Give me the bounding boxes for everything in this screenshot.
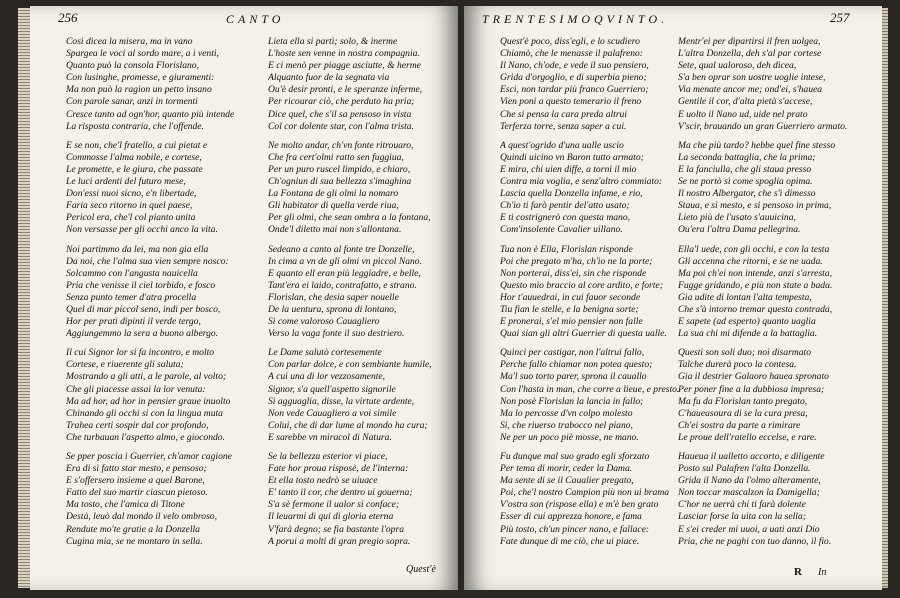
- verse-line: Che gli piacesse assai la lor venuta:: [66, 383, 206, 395]
- verse-line: Florislan, che desia saper nouelle: [268, 291, 399, 303]
- verse-line: E la fanciulla, che gli staua presso: [678, 163, 812, 175]
- verse-line: Et ella tosto nedrò se uiuace: [268, 475, 378, 487]
- verse-line: Col cor dolente star, con l'alma trista.: [268, 120, 414, 132]
- verse-line: Non toccar mascalzon la Damigella;: [678, 487, 820, 499]
- verse-line: Esser di cui apprezza honore, e fama: [500, 511, 642, 523]
- verse-line: Tiu fian le stelle, e la benigna sorte;: [500, 303, 639, 315]
- signature-mark: R: [794, 566, 802, 578]
- verse-line: Perche fallo chiamar non potea questo;: [500, 359, 653, 371]
- right-page: [464, 6, 882, 590]
- verse-line: Quanto può la consola Florislano,: [66, 60, 199, 72]
- verse-line: Tant'era ei laido, contrafatto, e strano.: [268, 279, 417, 291]
- verse-line: Lasciar forse la uita con la sella;: [678, 511, 806, 523]
- verse-line: Mentr'ei per dipartirsi il fren uolgea,: [678, 36, 821, 47]
- verse-line: Pria, che ne paghi con tuo danno, il fio.: [678, 535, 832, 547]
- verse-line: Per poner fine a la dubbiosa impresa;: [678, 383, 825, 395]
- verse-line: Si, che riuerso trabocco nel piano,: [500, 419, 633, 431]
- verse-line: Gli accenna che ritorni, e se ne uada.: [678, 255, 823, 267]
- verse-line: E s'ei creder mi uuoi, a uati anzi Dio: [678, 523, 820, 535]
- verse-line: Com'insolente Cavalier uillano.: [500, 224, 623, 236]
- verse-line: C'hor ne uerrà chi ti farà dolente: [678, 499, 806, 511]
- verse-line: Questi son soli duo; noi disarmato: [678, 347, 811, 359]
- verse-line: E uolto il Nano ud, uide nel prato: [678, 108, 808, 120]
- verse-line: Le Dame salutò cortesemente: [268, 347, 382, 359]
- catchword: Quest'è: [406, 564, 436, 575]
- left-page: [30, 6, 458, 590]
- verse-line: Talche durerà poco la contesa.: [678, 359, 797, 371]
- verse-line: Cugina mia, se ne montaro in sella.: [66, 535, 203, 547]
- verse-line: Don'essi nuoi sicno, e'n libertade,: [66, 188, 197, 200]
- verse-line: Più tosto, ch'un pincer nano, e fallace:: [500, 523, 650, 535]
- verse-line: Ne molto andar, ch'vn fonte ritrouaro,: [268, 139, 414, 151]
- running-title: TRENTESIMOQVINTO.: [482, 12, 669, 26]
- verse-line: Via menate ancor me; ond'ei, s'hauea: [678, 84, 823, 96]
- verse-line: La Fontana de gli olmi la nomaro: [268, 188, 399, 200]
- stanza: [500, 347, 696, 444]
- verse-line: Il nostro Albergator, che s'ì dimesso: [678, 188, 816, 200]
- verse-line: Per ricourar ciò, che perduto ha pria;: [268, 96, 415, 108]
- verse-line: Terferza torre, senza saper a cui.: [500, 120, 627, 132]
- verse-line: E quanto ell eran più leggiadre, e belle,: [268, 267, 421, 279]
- verse-line: La seconda battaglia, che la prima;: [678, 151, 816, 163]
- verse-line: Che si pensa la cara preda altrui: [500, 108, 628, 120]
- verse-line: Ch'ei sostra da parte a rimirare: [678, 419, 801, 431]
- verse-line: Da noi, che l'alma sua vien sempre nosco:: [66, 255, 229, 267]
- stanza: [66, 347, 262, 444]
- verse-line: Con l'hasta in man, che corre a lieue, e presto.: [500, 383, 680, 395]
- verse-line: Poi, che'l nostro Campion più non ui brama: [500, 487, 670, 499]
- verse-line: E mira, chi uien diffe, a torni il mio: [500, 163, 637, 175]
- verse-line: Onde'l diletto mai non s'allontana.: [268, 224, 402, 236]
- verse-line: Sete, qual ualoroso, deh dicea,: [678, 60, 797, 72]
- verse-line: Per gli olmi, che sean ombra a la fontana,: [268, 212, 431, 224]
- stanza: [500, 451, 696, 548]
- verse-line: Gia il destrier Galaoro hauea spronato: [678, 371, 829, 383]
- verse-line: Non porterai, diss'ei, sin che risponde: [500, 267, 647, 279]
- verse-line: E sapete (ad esperto) quanto uaglia: [678, 316, 816, 328]
- verse-line: Grida d'orgoglio, e di superbia pieno;: [500, 72, 647, 84]
- verse-line: Fate dunque di me ciò, che ui piace.: [500, 535, 640, 547]
- stanza: [268, 347, 458, 444]
- verse-line: Ma ad hor, ad hor in pensier graue inuolto: [66, 395, 231, 407]
- verse-line: Cresce tanto ad ogn'hor, quanto più intende: [66, 108, 235, 120]
- verse-line: Che turbauan l'aspetto almo, e giocondo.: [66, 431, 226, 443]
- stanza: [268, 36, 458, 133]
- verse-line: Si come valoroso Cauagliero: [268, 316, 380, 328]
- verse-line: Ou'era l'altra Dama pellegrina.: [678, 224, 801, 236]
- verse-line: Le proue dell'ratello eccelse, e rare.: [678, 431, 817, 443]
- verse-line: E pronerai, s'el mio pensier non falle: [500, 316, 643, 328]
- verse-line: Ch'ogniun di sua bellezza s'imaghina: [268, 176, 412, 188]
- verse-line: Ella'l uede, con gli occhi, e con la testa: [678, 243, 830, 255]
- verse-line: Era di sì fatto star mesto, e pensoso;: [66, 463, 207, 475]
- verse-line: Solcammo con l'angusta nauicella: [66, 267, 198, 279]
- verse-line: Spargea le voci al sordo mare, a i venti,: [66, 48, 219, 60]
- verse-line: Lascia quella Donzella infame, e rio,: [500, 188, 643, 200]
- verse-line: Lieta ella si partì; solo, & inerme: [268, 36, 398, 47]
- verse-line: Quai sian gli altri Guerrier di questa ualle.: [500, 328, 667, 340]
- text-column: [268, 36, 458, 555]
- page-number: 257: [830, 10, 850, 25]
- verse-line: Quest'è poco, diss'egli, e lo scudiero: [500, 36, 640, 47]
- verse-line: Rendute mo'te gratie a la Donzella: [66, 523, 200, 535]
- verse-line: Commosse l'alma nobile, e cortese,: [66, 151, 202, 163]
- verse-line: Ma'l suo torto parer, sprona il cauallo: [500, 371, 647, 383]
- page-number: 256: [58, 10, 78, 25]
- verse-line: Faria seco ritorno in quel paese,: [66, 200, 193, 212]
- verse-line: V'farà degno; se fia bastante l'opra: [268, 523, 405, 535]
- verse-line: Cortese, e riuerente gli saluta;: [66, 359, 184, 371]
- verse-line: Con parlar dolce, e con sembiante humile,: [268, 359, 432, 371]
- verse-line: Ch'io ti farò pentir del'atto usato;: [500, 200, 630, 212]
- stanza: [66, 140, 262, 237]
- verse-line: Per tema di morir, ceder la Dama.: [500, 463, 633, 475]
- stanza: [268, 244, 458, 341]
- verse-line: Contra mia voglia, e senz'altro commiato:: [500, 176, 663, 188]
- verse-line: Ma che più tardo? hebbe quel fine stesso: [678, 139, 836, 151]
- verse-line: L'hoste sen venne in nostra compagnia.: [268, 48, 420, 60]
- verse-line: Ma fu da Florislan tanto pregato,: [678, 395, 808, 407]
- verse-line: Ma non può la ragion un petto insano: [66, 84, 212, 96]
- verse-line: La risposta contraria, che l'offende.: [66, 120, 204, 132]
- verse-line: Non versasse per gli occhi anco la vita.: [66, 224, 218, 236]
- verse-line: E ti costrignerò con questa mano,: [500, 212, 631, 224]
- verse-line: Ou'è desir pronti, e le speranze inferme,: [268, 84, 423, 96]
- verse-line: Aggiungemmo la sera a buono albergo.: [66, 328, 219, 340]
- verse-line: Pericol era, che'l col pianto unita: [66, 212, 196, 224]
- text-column: [500, 36, 696, 555]
- verse-line: Verso la vaga fonte il suo destriero.: [268, 328, 405, 340]
- verse-line: S'a sè fermone il ualor si conface;: [268, 499, 400, 511]
- verse-line: Non posè Florislan la lancia in fallo;: [500, 395, 644, 407]
- verse-line: Il leuarmi di qui di gloria eterna: [268, 511, 394, 523]
- stanza: [268, 451, 458, 548]
- stanza: [678, 36, 874, 133]
- verse-line: Ma sente di se il Caualier pregato,: [500, 475, 634, 487]
- verse-line: A quest'ogrido d'una ualle uscio: [500, 139, 624, 151]
- verse-line: Ne per un poco piè mosse, ne mano.: [500, 431, 639, 443]
- verse-line: Esci, non tardar più franco Guerriero;: [500, 84, 649, 96]
- page-edges-right: [882, 8, 888, 588]
- verse-line: Che s'à intorno tremar questa contrada,: [678, 303, 833, 315]
- verse-line: Il cui Signor lor si fa incontro, e molto: [66, 347, 215, 359]
- text-column: [66, 36, 262, 555]
- verse-line: L'altra Donzella, deh s'al par cortese: [678, 48, 822, 60]
- verse-line: Alquanto fuor de la segnata via: [268, 72, 390, 84]
- verse-line: Dice quel, che s'il sa pensoso in vista: [268, 108, 412, 120]
- verse-line: Chiamò, che le menasse il palafreno:: [500, 48, 643, 60]
- verse-line: Gentile il cor, d'alta pietà s'accese,: [678, 96, 813, 108]
- verse-line: La sua chi mi difende a la battaglia.: [678, 328, 818, 340]
- verse-line: Pria che venisse il ciel torbido, e fosco: [66, 279, 216, 291]
- running-title: CANTO: [226, 12, 285, 26]
- verse-line: In cima a vn de gli olmi vn piccol Nano.: [268, 255, 423, 267]
- verse-line: Signor, s'a quell'aspetto signorile: [268, 383, 396, 395]
- stanza: [268, 140, 458, 237]
- verse-line: Sedeano a canto al fonte tre Donzelle,: [268, 243, 415, 255]
- stanza: [678, 244, 874, 341]
- verse-line: Il Nano, ch'ode, e vede il suo pensiero,: [500, 60, 649, 72]
- verse-line: Staua, e si mesto, e si pensoso in prima,: [678, 200, 832, 212]
- verse-line: V'ostra son (rispose ella) e m'è ben grato: [500, 499, 659, 511]
- verse-line: Le luci ardenti del futuro mese,: [66, 176, 186, 188]
- verse-line: Fate hor proua risposè, de l'interna:: [268, 463, 409, 475]
- verse-line: E ci menò per piagge asciutte, & herme: [268, 60, 421, 72]
- verse-line: Ma lo percosse d'vn colpo molesto: [500, 407, 633, 419]
- verse-line: Grida il Nano da l'olmo alteramente,: [678, 475, 821, 487]
- open-book: [18, 2, 888, 594]
- catchword: In: [818, 567, 827, 578]
- verse-line: Fatto del suo martir ciascun pietoso.: [66, 487, 208, 499]
- stanza: [500, 140, 696, 237]
- verse-line: Poi che pregato m'ha, ch'io ne la porte;: [500, 255, 653, 267]
- verse-line: Si agguaglia, disse, la virtute ardente,: [268, 395, 415, 407]
- verse-line: Se pper poscia i Guerrier, ch'amor cagione: [66, 451, 232, 462]
- verse-line: Fu dunque mal suo grado egli sforzato: [500, 451, 650, 462]
- stanza: [66, 451, 262, 548]
- verse-line: Hor per prati dipinti il verde tergo,: [66, 316, 201, 328]
- verse-line: Fugge gridando, e più non state a bada.: [678, 279, 833, 291]
- verse-line: Noi partimmo da lei, ma non gia ella: [66, 243, 209, 255]
- verse-line: Senza punto temer d'atra procella: [66, 291, 197, 303]
- page-edges-left: [18, 8, 30, 588]
- verse-line: Se ne portò sì come spoglia opima.: [678, 176, 813, 188]
- verse-line: Per un puro ruscel limpido, e chiaro,: [268, 163, 411, 175]
- verse-line: Chinando gli occhi si con la lingua muta: [66, 407, 223, 419]
- stanza: [500, 36, 696, 133]
- verse-line: Non vede Cauagliero a voi simile: [268, 407, 397, 419]
- stanza: [500, 244, 696, 341]
- verse-line: Tua non è Ella, Florislan risponde: [500, 243, 633, 255]
- verse-line: E sarebbe vn miracol di Natura.: [268, 431, 392, 443]
- verse-line: Destà, leuò dal mondo il velo ombroso,: [66, 511, 217, 523]
- verse-line: Se la bellezza esterior vi piace,: [268, 451, 388, 462]
- verse-line: Gia udite di lontan l'alta tempesta,: [678, 291, 812, 303]
- verse-line: Mostrando a gli atti, a le parole, al volto;: [66, 371, 227, 383]
- verse-line: Così dicea la misera, ma in vano: [66, 36, 193, 47]
- verse-line: Che fra cert'olmi ratto sen fuggiua,: [268, 151, 404, 163]
- verse-line: Con lusinghe, promesse, e giuramenti:: [66, 72, 215, 84]
- verse-line: Questo mio braccio al core ardito, e forte;: [500, 279, 663, 291]
- verse-line: De la uentura, sprona di lontano,: [268, 303, 397, 315]
- verse-line: Gli habitator di quella verde riua,: [268, 200, 399, 212]
- verse-line: Quinci per castigar, non l'altrui fallo,: [500, 347, 645, 359]
- verse-line: Lieto più de l'usato s'auuicina,: [678, 212, 796, 224]
- verse-line: V'scir, brauando un gran Guerriero armato.: [678, 120, 848, 132]
- verse-line: E s'offersero insieme a quel Barone,: [66, 475, 205, 487]
- verse-line: S'a ben oprar son uostre uoglie intese,: [678, 72, 826, 84]
- verse-line: Trahea certi sospir dal cor profondo,: [66, 419, 209, 431]
- verse-line: A cui una di lor vezzosamente,: [268, 371, 386, 383]
- verse-line: Colui, che di dar lume al mondo ha cura;: [268, 419, 428, 431]
- verse-line: E' tanto il cor, che dentro ui gouerna;: [268, 487, 413, 499]
- verse-line: Quindi uicino vn Baron tutto armato;: [500, 151, 644, 163]
- verse-line: Posto sul Palafren l'alta Donzella.: [678, 463, 811, 475]
- verse-line: Haueua il ualletto accorto, e diligente: [678, 451, 825, 462]
- verse-line: Ma tosto, che l'amica di Titone: [66, 499, 185, 511]
- verse-line: Con parole sanar, anzi in tormenti: [66, 96, 198, 108]
- verse-line: Hor t'auuedrai, in cui fauor seconde: [500, 291, 641, 303]
- verse-line: Ma poi ch'ei non intende, anzi s'arresta,: [678, 267, 833, 279]
- verse-line: A porui a molti di gran pregio sopra.: [268, 535, 411, 547]
- text-column: [678, 36, 874, 555]
- verse-line: E se non, che'l fratello, a cui pietat e: [66, 139, 208, 151]
- verse-line: C'haueasoura di se la cura presa,: [678, 407, 808, 419]
- stanza: [66, 244, 262, 341]
- stanza: [678, 451, 874, 548]
- stanza: [678, 140, 874, 237]
- verse-line: Le promette, e le giura, che passate: [66, 163, 203, 175]
- stanza: [66, 36, 262, 133]
- stanza: [678, 347, 874, 444]
- verse-line: Vien poni a questo temerario il freno: [500, 96, 642, 108]
- verse-line: Quel di mar piccol seno, indi per bosco,: [66, 303, 221, 315]
